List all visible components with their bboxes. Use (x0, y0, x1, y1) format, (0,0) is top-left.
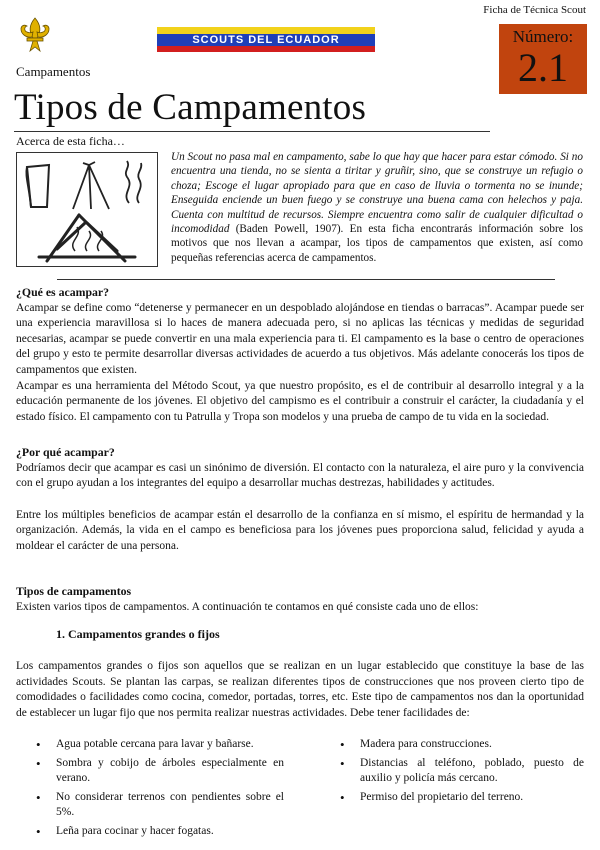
que-es-p2: Acampar es una herramienta del Método Scout, ya que nuestro propósito, es el de contribuir al desarrollo integral y a la educación permanente de los jóvenes. El objetivo del campismo es el contribuir a construir el carácter, la ciudadanía y el estado físico. El campamento con tu Patrulla y Tropa son modelos y una prueba de campo de tu vida en la sociedad. (16, 379, 584, 423)
que-es-p1: Acampar se define como “detenerse y permanecer en un despoblado alojándose en tiendas o barracas”. Acampar puede ser una experiencia maravillosa si lo haces de manera adecuada pero, si no aplicas las técnicas y medidas de seguridad necesarias, acampar se puede convertir en una mala experiencia para ti. El campamento es la base o centro de operaciones del grupo y esto te permite desarrollar diversas actividades de acuerdo a tus objetivos. Más adelante conocerás los tipos de campamentos que existen. (16, 301, 584, 376)
camp-symbols-illustration (16, 152, 158, 267)
intro-paragraph (171, 150, 583, 265)
number-value: 2.1 (518, 45, 568, 90)
section-por-que (16, 445, 584, 555)
intro-quote: Un Scout no pasa mal en campamento, sabe lo que hay que hacer para estar cómodo. Si no encuentra una tienda, no se sienta a tiritar y gruñir, sino, que se construye un refugio o choza; Escoge el lugar apropiado para que en caso de lluvia o tormenta no se inunde; Enseguida enciende un buen fuego y se construye una buena cama con helechos y paja. Cuenta con multitud de recursos. Siempre encuentra como salir de cualquier dificultad o incomodidad (171, 151, 583, 236)
about-label: Acerca de esta ficha… (16, 134, 125, 148)
number-label: Número: (512, 27, 574, 46)
intro-citation: (Baden Powell, 1907). (229, 223, 344, 236)
section-tipos (16, 584, 584, 615)
por-que-p1: Podríamos decir que acampar es casi un sinónimo de diversión. El contacto con la naturaleza, el aire puro y la convivencia con el grupo ayudan a los integrantes del equipo a desarrollar muchas destrezas, habilidades y actitudes. (16, 461, 584, 490)
list-item: • No considerar terrenos con pendientes sobre el 5%. (30, 790, 284, 821)
heading-que-es: ¿Qué es acampar? (16, 285, 110, 299)
list-item: • Permiso del propietario del terreno. (334, 790, 584, 806)
heading-tipos: Tipos de campamentos (16, 584, 132, 598)
fire-icon (126, 161, 142, 203)
tent-icon (73, 162, 109, 209)
por-que-p2: Entre los múltiples beneficios de acampar están el desarrollo de la confianza en sí mismo, el espíritu de hermandad y la organización. Además, la vida en el campo es beneficiosa para los jóvenes pues proporciona salud, felicidad y ayuda a moldear el carácter de una persona. (16, 508, 584, 552)
campfire-logs-icon (39, 215, 135, 261)
tipos-p2: Los campamentos grandes o fijos son aquellos que se realizan en un lugar establecido que constituye la base de las actividades Scouts. Se plantan las carpas, se realizan diferentes tipos de construcciones que nos proveen cierto tipo de comodidades o facilidades como cocina, comedor, portadas, torres, etc. Este tipo de campamentos nos dan la oportunidad de establecer un lugar fijo que nos permita realizar nuestras actividades. Debe tener facilidades de: (16, 660, 584, 719)
tipos-p1: Existen varios tipos de campamentos. A continuación te contamos en qué consiste cada uno de ellos: (16, 600, 479, 613)
heading-por-que: ¿Por qué acampar? (16, 445, 115, 459)
intro-rest: En esta ficha encontrarás información sobre los motivos que nos llevan a acampar, los tipos de campamentos que existen, así como pequeñas referencias acerca de campamentos. (171, 223, 584, 264)
facilities-list-right (334, 737, 584, 808)
section-que-es (16, 285, 584, 425)
banner-text: SCOUTS DEL ECUADOR (192, 34, 340, 46)
bucket-icon (26, 165, 49, 207)
list-item: • Leña para cocinar y hacer fogatas. (30, 824, 284, 840)
section-tag: Campamentos (16, 64, 91, 79)
scouts-ecuador-banner (157, 27, 375, 52)
page-title: Tipos de Campamentos (14, 87, 367, 128)
tipos-p2-block (16, 659, 584, 721)
section-separator (57, 279, 555, 280)
title-underline (14, 131, 490, 132)
fleur-de-lis-logo (18, 16, 52, 54)
list-item: • Distancias al teléfono, poblado, puesto de auxilio y policía más cercano. (334, 756, 584, 787)
ficha-tag: Ficha de Técnica Scout (483, 4, 586, 16)
list-item: • Sombra y cobijo de árboles especialmente en verano. (30, 756, 284, 787)
number-box (499, 24, 587, 94)
facilities-list-left (30, 737, 284, 843)
list-item: • Madera para construcciones. (334, 737, 584, 753)
list-item: • Agua potable cercana para lavar y bañarse. (30, 737, 284, 753)
subheading-grandes-fijos: 1. Campamentos grandes o fijos (56, 627, 220, 641)
